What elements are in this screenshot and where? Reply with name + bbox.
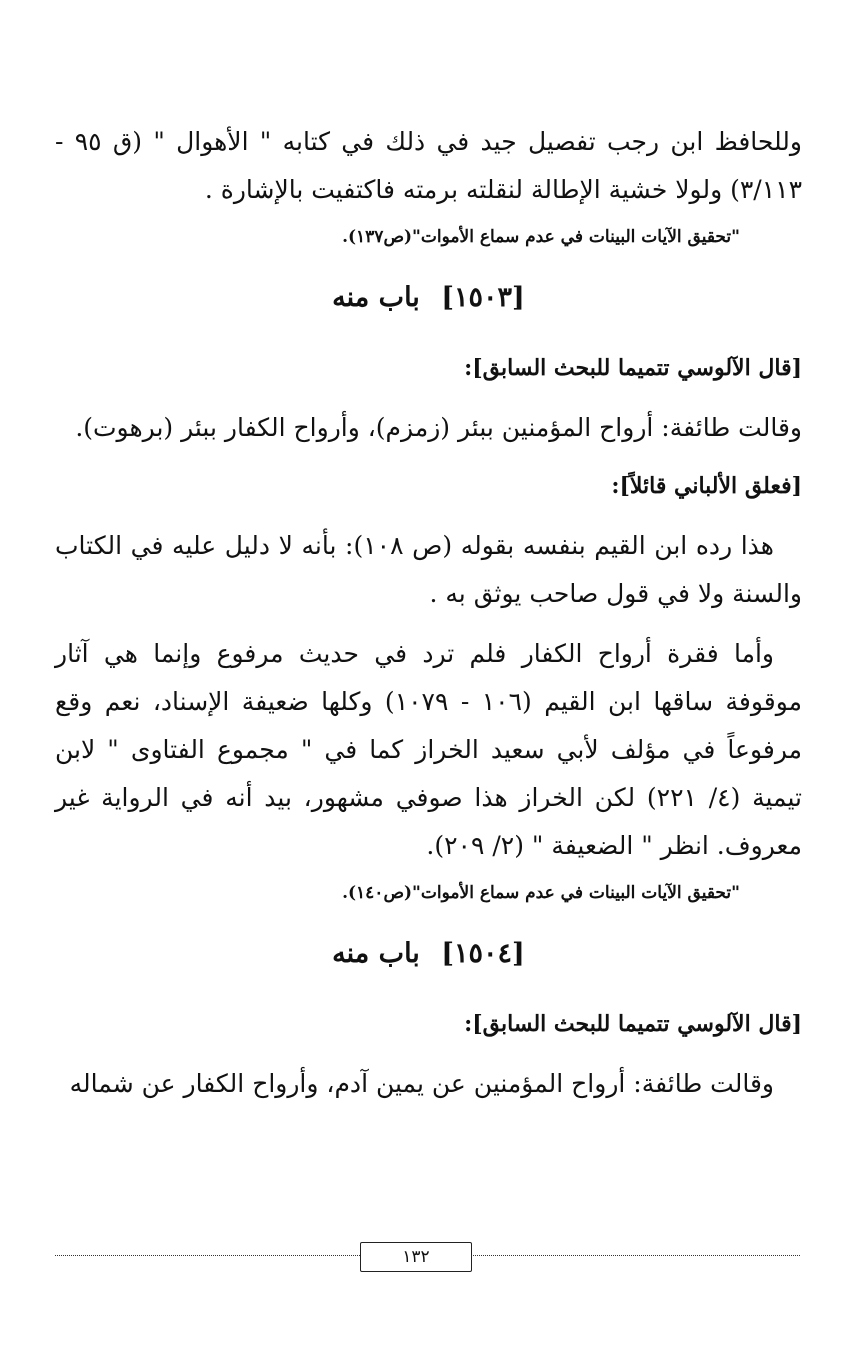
- quote-lead-2: [قال الآلوسي تتميما للبحث السابق]:: [464, 1011, 802, 1037]
- quote-lead-1: [قال الآلوسي تتميما للبحث السابق]:: [464, 355, 802, 381]
- chapter-number: [١٥٠٣]: [441, 282, 525, 313]
- comment-lead: [فعلق الألباني قائلاً]:: [611, 473, 802, 499]
- page-footer: [55, 1242, 800, 1272]
- reference-2: "تحقيق الآيات البينات في عدم سماع الأموات"(ص١٤٠).: [342, 883, 740, 903]
- chapter-heading-1503: [55, 276, 802, 320]
- reference-1: "تحقيق الآيات البينات في عدم سماع الأموات"(ص١٣٧).: [342, 227, 740, 247]
- paragraph-3: هذا رده ابن القيم بنفسه بقوله (ص ١٠٨): بأنه لا دليل عليه في الكتاب والسنة ولا في قول صاحب يوثق به .: [55, 531, 802, 608]
- paragraph-1: وللحافظ ابن رجب تفصيل جيد في ذلك في كتابه " الأهوال " (ق ٩٥ - ٣/١١٣) ولولا خشية الإطالة لنقلته برمته فاكتفيت بالإشارة .: [55, 127, 802, 204]
- paragraph-5: وقالت طائفة: أرواح المؤمنين عن يمين آدم، وأرواح الكفار عن شماله: [69, 1069, 774, 1098]
- page-body: [55, 118, 802, 1120]
- page-number: ١٣٢: [360, 1242, 472, 1272]
- chapter-number: [١٥٠٤]: [441, 938, 525, 969]
- paragraph-2: وقالت طائفة: أرواح المؤمنين ببئر (زمزم)، وأرواح الكفار ببئر (برهوت).: [75, 413, 802, 442]
- chapter-title: باب منه: [332, 282, 420, 313]
- paragraph-4: وأما فقرة أرواح الكفار فلم ترد في حديث مرفوع وإنما هي آثار موقوفة ساقها ابن القيم (١٠٦ - ١٠٧٩) وكلها ضعيفة الإسناد، نعم وقع مرفوعاً في مؤلف لأبي سعيد الخراز كما في " مجموع الفتاوى " لابن تيمية (٤/ ٢٢١) لكن الخراز هذا صوفي مشهور، بيد أنه في الرواية غير معروف. انظر " الضعيفة " (٢/ ٢٠٩).: [55, 639, 802, 860]
- chapter-title: باب منه: [332, 938, 420, 969]
- chapter-heading-1504: [55, 932, 802, 976]
